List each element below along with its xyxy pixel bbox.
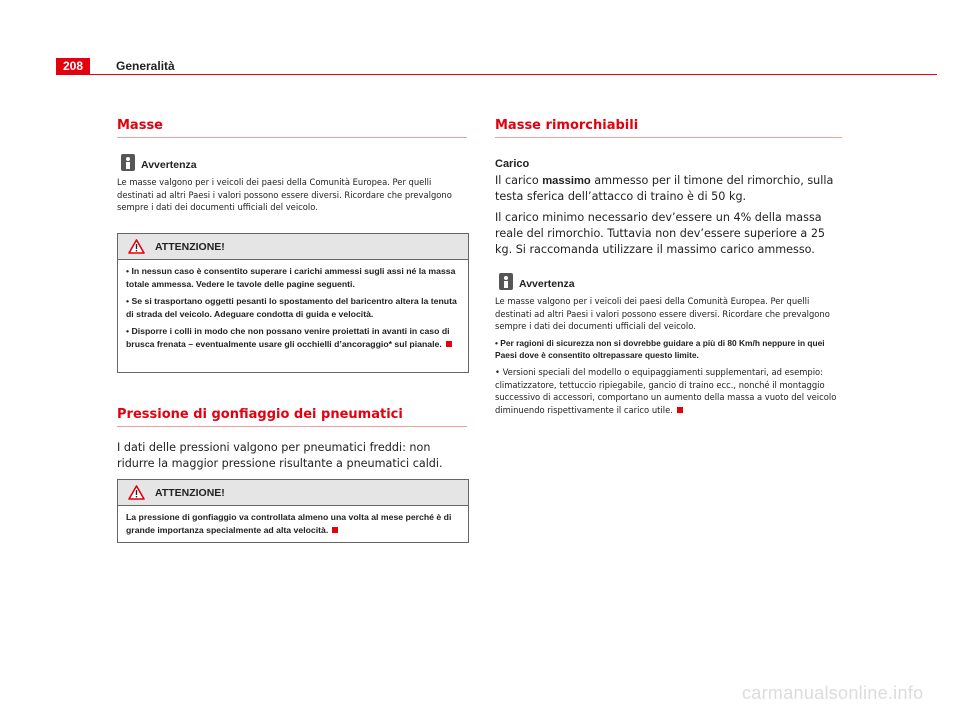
note-text: • Versioni speciali del modello o equipaggiamenti supplementari, ad esempio: climatizzatore, tettuccio ripiegabile, gancio di traino ecc., nonché il montaggio successivo di accessori, comportano un aumento della massa a vuoto del veicolo diminuendo rispettivamente il carico utile.	[495, 366, 837, 415]
warning-triangle-icon	[128, 239, 145, 254]
page-number: 208	[56, 58, 90, 75]
warning-item: • Se si trasportano oggetti pesanti lo spostamento del baricentro altera la tenuta di strada del veicolo. Adeguare condotta di guida e velocità.	[126, 296, 457, 319]
page-header-title: Generalità	[116, 59, 175, 73]
warning-body	[118, 506, 468, 549]
note-heading	[117, 153, 467, 171]
warning-box-pressione	[117, 479, 469, 543]
warning-body	[118, 260, 468, 363]
warning-label: ATTENZIONE!	[155, 486, 225, 499]
info-note-icon	[499, 273, 513, 290]
warning-item: • Disporre i colli in modo che non possano venire proiettati in avanti in caso di brusca frenata – eventualmente usare gli occhielli d’ancoraggio* sul pianale.	[126, 325, 460, 351]
end-mark-icon	[446, 341, 452, 347]
note-heading	[495, 272, 842, 290]
warning-item: La pressione di gonfiaggio va controllata almeno una volta al mese perché è di grande importanza specialmente ad alta velocità.	[126, 512, 452, 535]
pressure-section	[117, 407, 467, 472]
warning-triangle-icon	[128, 485, 145, 500]
note-text: Le masse valgono per i veicoli dei paesi della Comunità Europea. Per quelli destinati ad altri Paesi i valori possono essere diversi. Ricordare che prevalgono sempre i dati dei documenti ufficiali del veicolo.	[495, 296, 830, 332]
carico-paragraph-1: Il carico massimo ammesso per il timone del rimorchio, sulla testa sferica dell’attacco di traino è di 50 kg.	[495, 174, 834, 203]
section-title-masse: Masse	[117, 118, 467, 138]
end-mark-icon	[677, 407, 683, 413]
note-text-bold: • Per ragioni di sicurezza non si dovrebbe guidare a più di 80 Km/h neppure in quei Paesi dove è consentito oltrepassare questo limite.	[495, 337, 825, 361]
section-title-pressione: Pressione di gonfiaggio dei pneumatici	[117, 407, 467, 427]
note-text: Le masse valgono per i veicoli dei paesi della Comunità Europea. Per quelli destinati ad altri Paesi i valori possono essere diversi. Ricordare che prevalgono sempre i dati dei documenti ufficiali del veicolo.	[117, 177, 452, 213]
subheading-carico: Carico	[495, 158, 530, 170]
section-title-rimorchiabili: Masse rimorchiabili	[495, 118, 842, 138]
header-rule	[90, 74, 937, 75]
warning-box-masse	[117, 233, 469, 373]
right-column	[495, 118, 842, 416]
pressure-text: I dati delle pressioni valgono per pneumatici freddi: non ridurre la maggior pressione risultante a pneumatici caldi.	[117, 441, 443, 470]
warning-item: • In nessun caso è consentito superare i carichi ammessi sugli assi né la massa totale ammessa. Vedere le tavole delle pagine seguenti.	[126, 266, 456, 289]
warning-label: ATTENZIONE!	[155, 240, 225, 253]
end-mark-icon	[332, 527, 338, 533]
warning-header	[118, 480, 468, 506]
info-note-icon	[121, 154, 135, 171]
note-label: Avvertenza	[141, 159, 197, 171]
left-column	[117, 118, 467, 214]
note-label: Avvertenza	[519, 278, 575, 290]
watermark: carmanualsonline.info	[742, 683, 924, 703]
carico-paragraph-2: Il carico minimo necessario dev’essere un 4% della massa reale del rimorchio. Tuttavia non dev’essere superiore a 25 kg. Si raccomanda utilizzare il massimo carico ammesso.	[495, 211, 826, 256]
warning-header	[118, 234, 468, 260]
